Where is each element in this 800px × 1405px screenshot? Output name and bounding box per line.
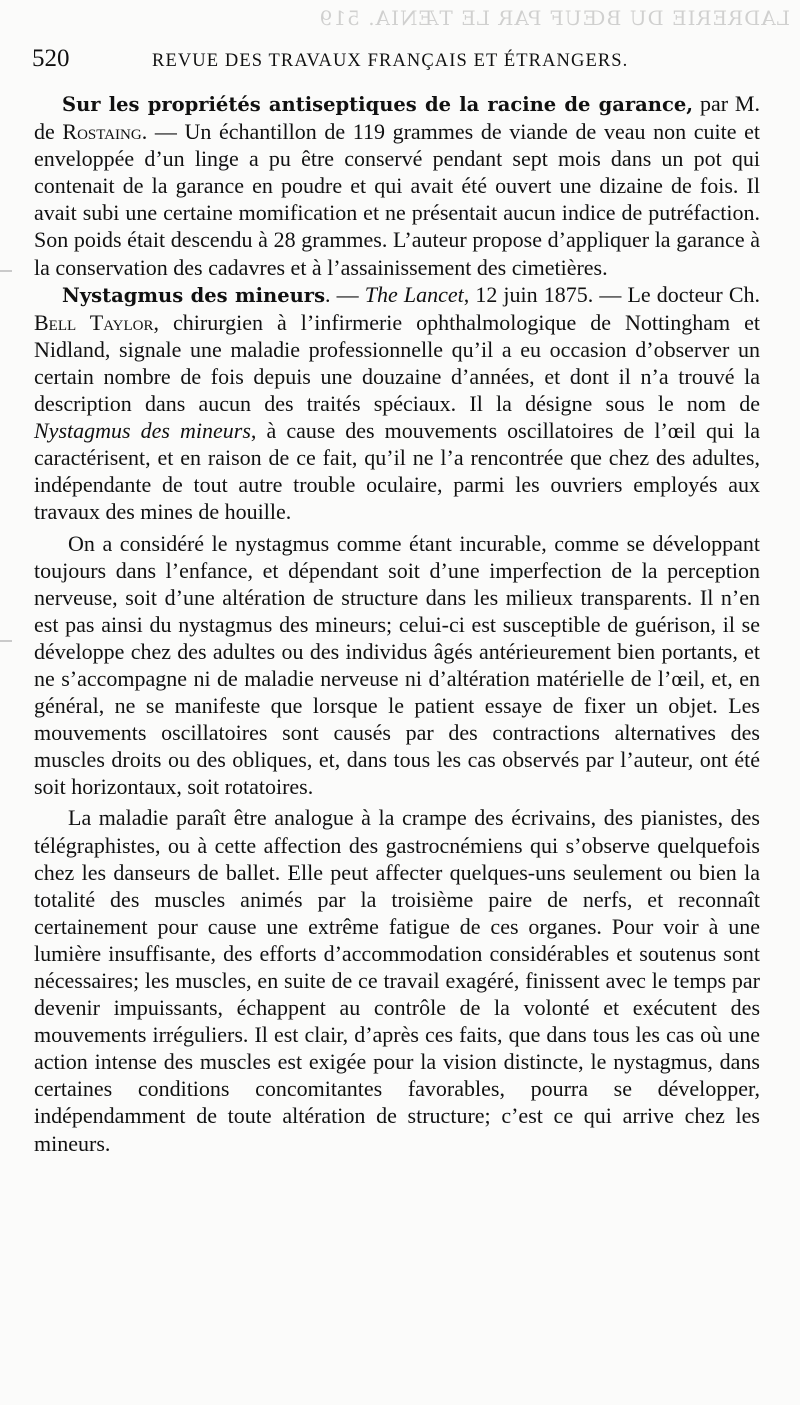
paragraph: On a considéré le nystagmus comme étant incurable, comme se développant toujours dans l’enfance, et dépendant soit d’une imperfection de la perception nerveuse, soit d’une altération de structure dans les milieux transparents. Il n’en est pas ainsi du nystagmus des mineurs; celui-ci est susceptible de guérison, il se développe chez des adultes ou des individus âgés antérieurement bien portants, et ne s’accompagne ni de maladie nerveuse ni d’altération matérielle de l’œil, et, en général, ne se manifeste que lorsque le patient essaye de fixer un objet. Les mouvements oscillatoires sont causés par des contractions alternatives des muscles droits ou des obliques, et, dans tous les cas observés par l’auteur, ont été soit horizontaux, soit rotatoires. [34, 530, 760, 800]
page-edge-mark [0, 270, 12, 272]
author-prefix: par M. de [34, 91, 760, 145]
article-body [34, 90, 760, 1157]
article-title: Sur les propriétés antiseptiques de la racine de garance, [62, 93, 694, 116]
disease-term: Nystagmus des mineurs [34, 418, 251, 444]
bleed-through-text: LADRERIE DU BŒUF PAR LE TÆNIA. 519 [318, 6, 790, 30]
page-number: 520 [32, 45, 70, 72]
source-journal: The Lancet [364, 281, 464, 307]
article-antiseptic-paragraph [34, 90, 760, 281]
article-nystagmus-paragraph [34, 281, 760, 526]
doctor-name: Bell Taylor [34, 309, 154, 335]
article-text: , à cause des mouvements oscillatoires de l’œil qui la caractérisent, et en raison de ce fait, qu’il ne l’a rencontrée que chez des adultes, indépendante de tout autre trouble oculaire, parmi les ouvriers employés aux travaux des mines de houille. [34, 418, 761, 525]
page-edge-mark [0, 640, 12, 642]
article-text: . — Un échantillon de 119 grammes de viande de veau non cuite et enveloppée d’un linge a pu être conservé pendant sept mois dans un pot qui contenait de la garance en poudre et qui avait été ouvert une dizaine de fois. Il avait subi une certaine momification et ne présentait aucun indice de putréfaction. Son poids était descendu à 28 grammes. L’auteur propose d’appliquer la garance à la conservation des cadavres et à l’assainissement des cimetières. [34, 119, 760, 280]
source-date: , 12 juin 1875. — [463, 281, 628, 307]
running-head: REVUE DES TRAVAUX FRANÇAIS ET ÉTRANGERS. [152, 51, 629, 71]
article-title: Nystagmus des mineurs [62, 283, 326, 307]
article-text: , chirurgien à l’infirmerie ophthalmologique de Nottingham et Nidland, signale une maladie professionnelle qu’il a eu occasion d’observer un certain nombre de fois depuis une douzaine d’années, et dont il n’a trouvé la description dans aucun des traités spéciaux. Il la désigne sous le nom de [34, 309, 760, 417]
article-text: Le docteur Ch. [627, 281, 760, 307]
paragraph: La maladie paraît être analogue à la crampe des écrivains, des pianistes, des télégraphistes, ou à cette affection des gastrocnémiens qui s’observe quelquefois chez les danseurs de ballet. Elle peut affecter quelques-uns seulement ou bien la totalité des muscles animés par la troisième paire de nerfs, et reconnaît certainement pour cause une extrême fatigue de ces organes. Pour voir à une lumière insuffisante, des efforts d’accommodation considérables et soutenus sont nécessaires; les muscles, en suite de ce travail exagéré, finissent avec le temps par devenir impuissants, échappent au contrôle de la volonté et exécutent des mouvements irréguliers. Il est clair, d’après ces faits, que dans tous les cas où une action intense des muscles est exigée pour la vision distincte, le nystagmus, dans certaines conditions concomitantes favorables, pourra se développer, indépendamment de toute altération de structure; c’est ce qui arrive chez les mineurs. [34, 805, 760, 1156]
source-separator: . — [325, 281, 365, 307]
author-name: Rostaing [62, 119, 142, 145]
page-header [32, 44, 772, 76]
